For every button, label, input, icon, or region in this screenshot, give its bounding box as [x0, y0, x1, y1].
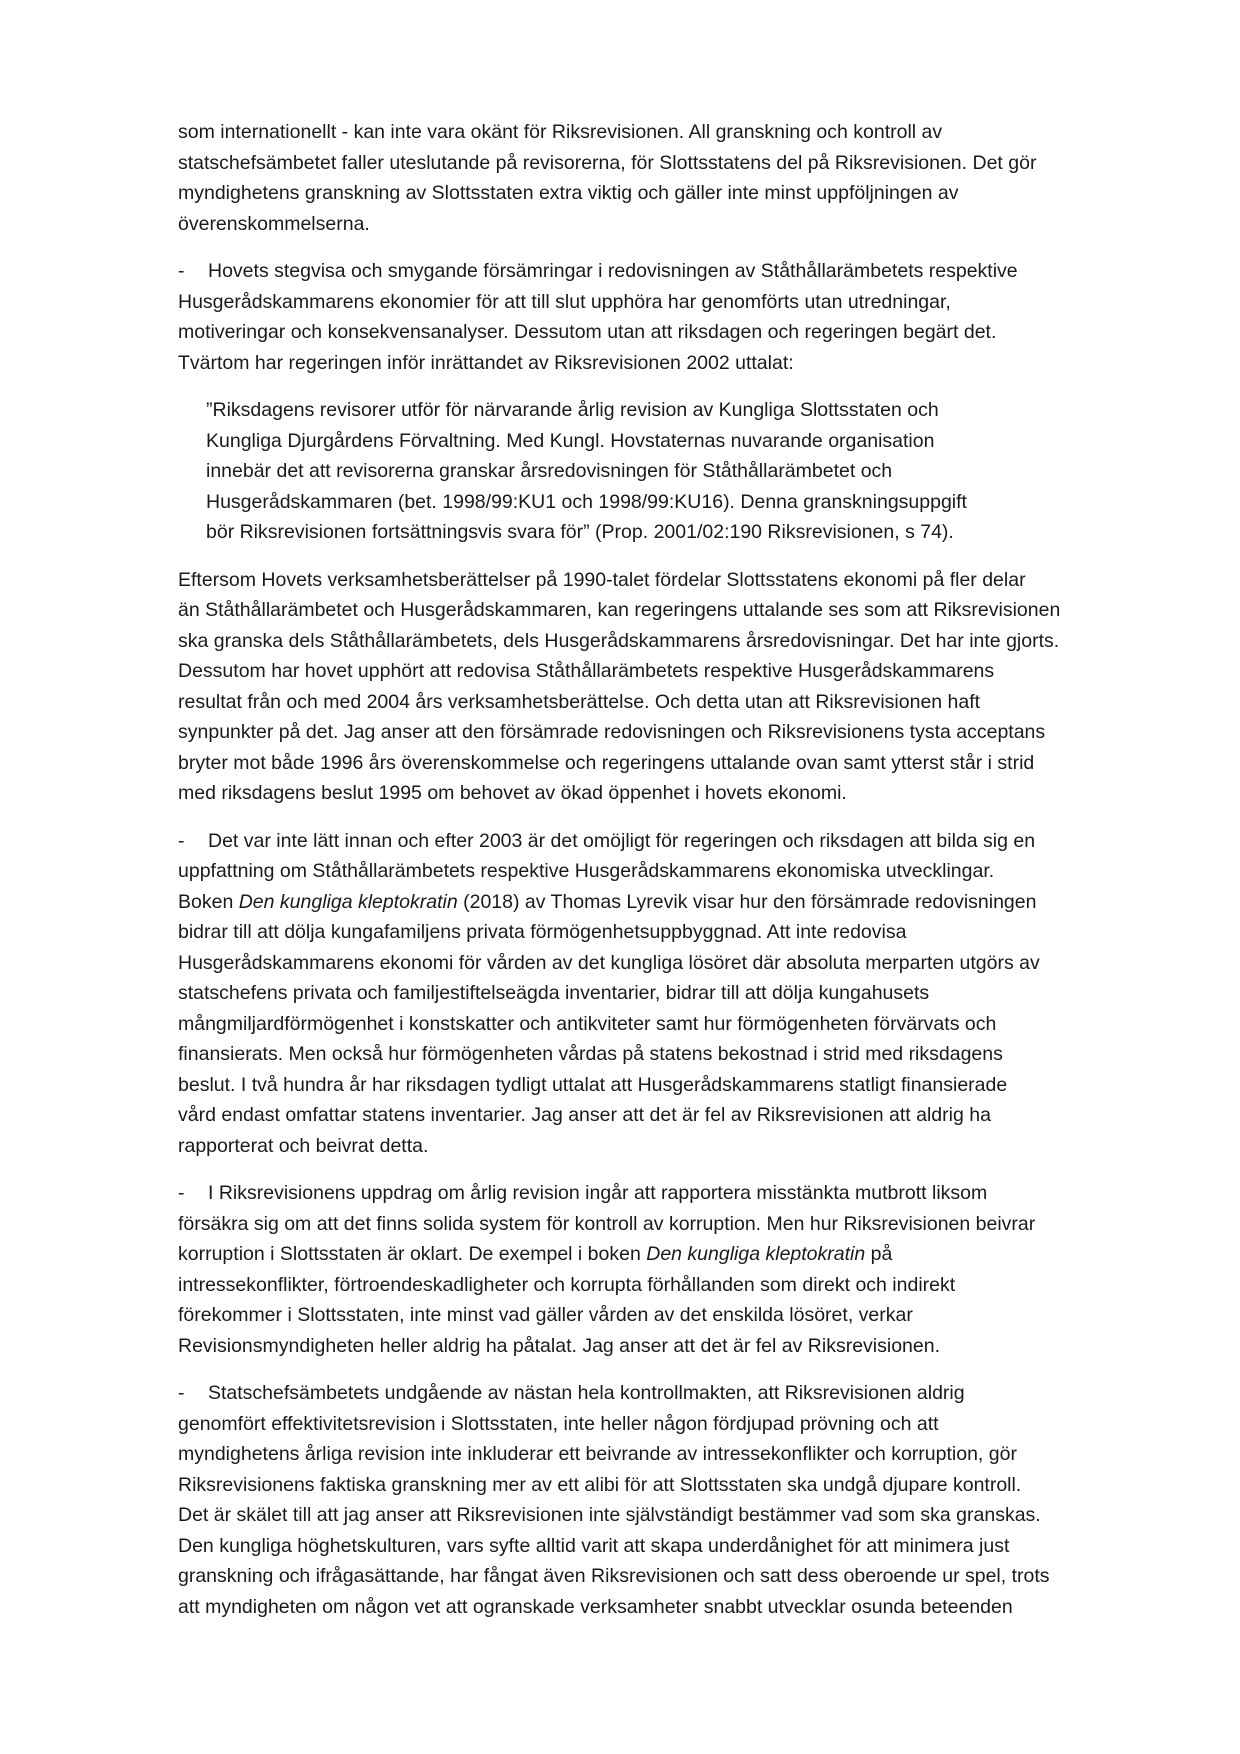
quote-line: bör Riksrevisionen fortsättningsvis svara för” (Prop. 2001/02:190 Riksrevisionen, s 74).	[206, 521, 954, 543]
dash-marker: -	[178, 260, 185, 282]
text-line: Dessutom har hovet upphört att redovisa Ståthållarämbetets respektive Husgerådskammarens	[178, 660, 995, 682]
text-line	[178, 826, 1136, 857]
text-line: att myndigheten om någon vet att ogranskade verksamheter snabbt utvecklar osunda beteenden	[178, 1595, 1013, 1618]
text-line: med riksdagens beslut 1995 om behovet av ökad öppenhet i hovets ekonomi.	[178, 782, 847, 804]
text-line: Revisionsmyndigheten heller aldrig ha påtalat. Jag anser att det är fel av Riksrevisionen.	[178, 1334, 940, 1357]
text-span: korruption i Slottsstaten är oklart. De exempel i boken	[178, 1243, 647, 1265]
paragraph-4	[178, 826, 1136, 1162]
text-line: vård endast omfattar statens inventarier. Jag anser att det är fel av Riksrevisionen att aldrig ha	[178, 1104, 991, 1126]
text-line: Riksrevisionens faktiska granskning mer av ett alibi för att Slottsstaten ska undgå djupare kontroll.	[178, 1473, 1022, 1496]
text-span: (2018) av Thomas Lyrevik visar hur den försämrade redovisningen	[457, 890, 1037, 913]
text-line: överenskommelserna.	[178, 212, 370, 235]
dash-marker: -	[178, 1382, 185, 1404]
text-line	[178, 1239, 1136, 1270]
quote-line: Kungliga Djurgårdens Förvaltning. Med Kungl. Hovstaternas nuvarande organisation	[206, 429, 935, 452]
quote-line: ”Riksdagens revisorer utför för närvarande årlig revision av Kungliga Slottsstaten och	[206, 399, 939, 421]
dash-marker: -	[178, 829, 185, 852]
text-line: genomfört effektivitetsrevision i Slottsstaten, inte heller någon fördjupad prövning och att	[178, 1412, 939, 1435]
text-line: som internationellt - kan inte vara okänt för Riksrevisionen. All granskning och kontroll av	[178, 121, 943, 143]
text-line: granskning och ifrågasättande, har fångat även Riksrevisionen och satt dess oberoende ur spel, trots	[178, 1565, 1050, 1587]
text-span: I Riksrevisionens uppdrag om årlig revision ingår att rapportera misstänkta mutbrott liksom	[208, 1182, 988, 1204]
text-span: Hovets stegvisa och smygande försämringar i redovisningen av Ståthållarämbetets respektive	[208, 260, 1018, 282]
text-line: myndighetens årliga revision inte inkluderar ett beivrande av intressekonflikter och korruption, gör	[178, 1443, 1017, 1465]
paragraph-6	[178, 1378, 1136, 1622]
text-line	[178, 887, 1136, 918]
text-line: Husgerådskammarens ekonomier för att till slut upphöra har genomförts utan utredningar,	[178, 290, 951, 313]
text-line: synpunkter på det. Jag anser att den försämrade redovisningen och Riksrevisionens tysta acceptans	[178, 721, 1046, 743]
text-line: statschefens privata och familjestiftelseägda inventarier, bidrar till att dölja kungahusets	[178, 982, 930, 1004]
text-line: motiveringar och konsekvensanalyser. Dessutom utan att riksdagen och regeringen begärt det.	[178, 321, 997, 343]
block-quote	[206, 395, 1136, 548]
text-line: Den kungliga höghetskulturen, vars syfte alltid varit att skapa underdånighet för att minimera just	[178, 1534, 1010, 1557]
text-line: intressekonflikter, förtroendeskadligheter och korrupta förhållanden som direkt och indirekt	[178, 1273, 956, 1296]
text-line: Husgerådskammarens ekonomi för vården av det kungliga lösöret där absoluta merparten utgörs av	[178, 951, 1040, 974]
quote-line: innebär det att revisorerna granskar årsredovisningen för Ståthållarämbetet och	[206, 460, 893, 482]
text-line: Tvärtom har regeringen inför inrättandet av Riksrevisionen 2002 uttalat:	[178, 351, 794, 374]
text-line: beslut. I två hundra år har riksdagen tydligt uttalat att Husgerådskammarens statligt finansierade	[178, 1073, 1008, 1096]
text-line	[178, 1378, 1136, 1409]
paragraph-3	[178, 565, 1136, 809]
text-line: Det är skälet till att jag anser att Riksrevisionen inte självständigt bestämmer vad som ska granskas.	[178, 1504, 1041, 1526]
text-line: mångmiljardförmögenhet i konstskatter och antikviteter samt hur förmögenheten förvärvats och	[178, 1012, 997, 1035]
text-line	[178, 1178, 1136, 1209]
quote-line: Husgerådskammaren (bet. 1998/99:KU1 och 1998/99:KU16). Denna granskningsuppgift	[206, 490, 967, 513]
text-span: Statschefsämbetets undgående av nästan hela kontrollmakten, att Riksrevisionen aldrig	[208, 1382, 965, 1404]
text-line: än Ståthållarämbetet och Husgerådskammaren, kan regeringens uttalande ses som att Riksrevisionen	[178, 599, 1061, 621]
text-line	[178, 256, 1136, 287]
text-line: myndighetens granskning av Slottsstaten extra viktig och gäller inte minst uppföljningen av	[178, 182, 959, 204]
text-line: uppfattning om Ståthållarämbetets respektive Husgerådskammarens ekonomiska utvecklingar.	[178, 860, 995, 882]
text-span: Boken	[178, 890, 239, 913]
dash-marker: -	[178, 1182, 185, 1204]
book-title: Den kungliga kleptokratin	[238, 890, 458, 913]
text-line: bryter mot både 1996 års överenskommelse och regeringens uttalande ovan samt ytterst står i strid	[178, 751, 1035, 774]
paragraph-5	[178, 1178, 1136, 1361]
text-line: resultat från och med 2004 års verksamhetsberättelse. Och detta utan att Riksrevisionen haft	[178, 690, 981, 713]
document-page	[178, 117, 1136, 1639]
text-line: statschefsämbetet faller uteslutande på revisorerna, för Slottsstatens del på Riksrevisionen. Det gör	[178, 151, 1037, 174]
text-span: Det var inte lätt innan och efter 2003 är det omöjligt för regeringen och riksdagen att bilda sig en	[208, 829, 1036, 852]
text-line: finansierats. Men också hur förmögenheten vårdas på statens bekostnad i strid med riksdagens	[178, 1043, 1003, 1065]
text-line: rapporterat och beivrat detta.	[178, 1134, 429, 1157]
paragraph-2	[178, 256, 1136, 378]
paragraph-1	[178, 117, 1136, 239]
text-line: Eftersom Hovets verksamhetsberättelser på 1990-talet fördelar Slottsstatens ekonomi på fler delar	[178, 568, 1026, 591]
text-line: bidrar till att dölja kungafamiljens privata förmögenhetsuppbyggnad. Att inte redovisa	[178, 921, 907, 943]
book-title: Den kungliga kleptokratin	[646, 1243, 866, 1265]
text-line: ska granska dels Ståthållarämbetets, dels Husgerådskammarens årsredovisningar. Det har inte gjorts.	[178, 629, 1060, 652]
text-line: försäkra sig om att det finns solida system för kontroll av korruption. Men hur Riksrevisionen beivrar	[178, 1212, 1036, 1235]
text-span: på	[865, 1243, 893, 1265]
text-line: förekommer i Slottsstaten, inte minst vad gäller vården av det enskilda lösöret, verkar	[178, 1304, 913, 1326]
